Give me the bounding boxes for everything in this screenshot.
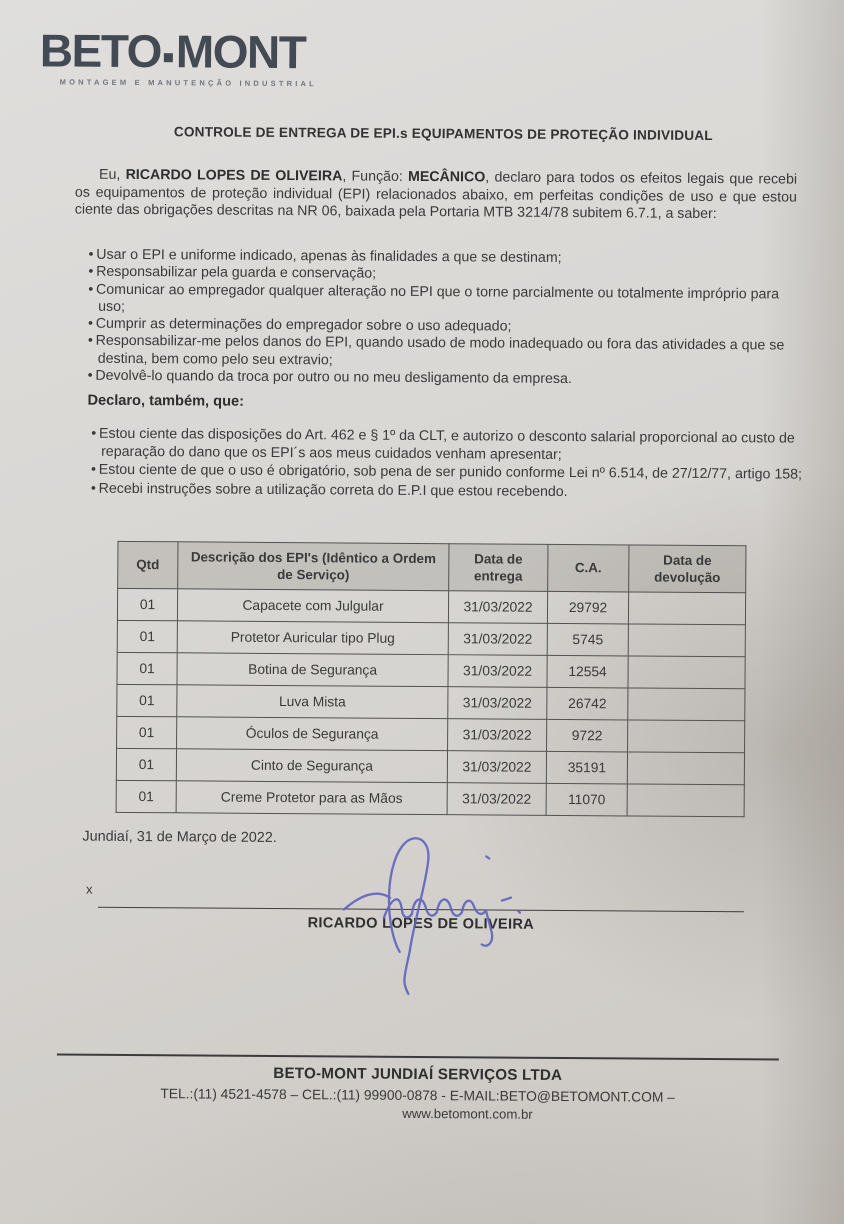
cell-ca: 29792 (547, 591, 628, 624)
logo-text-right: MONT (175, 25, 306, 79)
intro-paragraph (75, 167, 797, 225)
table-row (117, 716, 745, 752)
cell-qtd: 01 (116, 748, 176, 780)
cell-descricao: Óculos de Segurança (177, 717, 448, 751)
cell-ca: 5745 (547, 623, 628, 656)
logo-wordmark (39, 24, 318, 79)
footer-website: www.betomont.com.br (402, 1105, 533, 1122)
table-row (117, 588, 745, 624)
declaration-item: • Recebi instruções sobre a utilização correta do E.P.I que estou recebendo. (91, 480, 807, 503)
funcao-value: MECÂNICO (407, 168, 486, 186)
company-logo (39, 24, 318, 89)
cell-qtd: 01 (117, 620, 177, 652)
signatory-name: RICARDO LOPES DE OLIVEIRA (307, 915, 535, 933)
cell-data-devolucao (628, 592, 745, 625)
funcao-label: , Função: (342, 168, 409, 185)
table-row (116, 748, 744, 784)
cell-descricao: Creme Protetor para as Mãos (176, 781, 447, 815)
obligation-item: • Comunicar ao empregador qualquer alteração no EPI que o torne parcialmente ou totalmente impróprio para uso; (88, 281, 802, 321)
cell-descricao: Capacete com Julgular (177, 589, 448, 623)
signature-x-mark: x (86, 881, 93, 897)
cell-data-entrega: 31/03/2022 (448, 655, 547, 688)
date-line: Jundiaí, 31 de Março de 2022. (82, 828, 277, 846)
obligation-item: • Responsabilizar-me pelos danos do EPI, quando usado de modo inadequado ou fora das atividades a que se destina, bem como pelo seu extravio; (88, 333, 802, 373)
cell-ca: 26742 (547, 687, 628, 720)
employee-name: RICARDO LOPES DE OLIVEIRA (125, 166, 343, 185)
table-row (117, 684, 745, 720)
logo-text-left: BETO (39, 24, 162, 78)
cell-descricao: Cinto de Segurança (176, 749, 447, 783)
obligation-item: • Responsabilizar pela guarda e conservação; (88, 264, 802, 286)
cell-data-entrega: 31/03/2022 (448, 623, 547, 656)
cell-data-devolucao (628, 624, 745, 657)
logo-tagline: MONTAGEM E MANUTENÇÃO INDUSTRIAL (59, 77, 317, 89)
cell-data-entrega: 31/03/2022 (448, 591, 547, 624)
cell-descricao: Botina de Segurança (177, 653, 448, 687)
cell-ca: 35191 (546, 751, 627, 784)
footer-contact-line: TEL.:(11) 4521-4578 – CEL.:(11) 99900-0878 - E-MAIL:BETO@BETOMONT.COM – (160, 1086, 675, 1105)
handwritten-signature (333, 833, 544, 998)
cell-data-entrega: 31/03/2022 (448, 687, 547, 720)
cell-data-entrega: 31/03/2022 (448, 719, 547, 752)
cell-qtd: 01 (117, 652, 177, 684)
table-row (117, 652, 745, 688)
obligations-list (88, 247, 803, 390)
cell-qtd: 01 (116, 780, 176, 812)
column-header-ca: C.A. (548, 544, 629, 592)
intro-rest: , declaro para todos os efeitos legais que recebi os equipamentos de proteção individual (EPI) relacionados abaixo, em perfeitas condições de uso e que estou ciente das obrigações descritas na NR 06, baixada pela Portaria MTB 3214/78 subitem 6.7.1, a saber: (74, 169, 798, 223)
cell-qtd: 01 (117, 716, 177, 748)
table-row (117, 620, 745, 656)
declaration-item: • Estou ciente de que o uso é obrigatório, sob pena de ser punido conforme Lei nº 6.514, de 27/12/77, artigo 158; (91, 462, 807, 485)
cell-qtd: 01 (117, 588, 177, 620)
declarations-heading: Declaro, também, que: (87, 392, 245, 410)
intro-prefix: Eu, (98, 166, 126, 183)
cell-ca: 12554 (547, 655, 628, 688)
footer-divider (57, 1053, 779, 1060)
cell-ca: 11070 (546, 783, 627, 816)
cell-ca: 9722 (547, 719, 628, 752)
cell-data-entrega: 31/03/2022 (447, 751, 546, 784)
obligation-item: • Cumprir as determinações do empregador sobre o uso adequado; (88, 316, 802, 338)
column-header-descricao: Descrição dos EPI's (Idêntico a Ordem de Serviço) (178, 542, 449, 591)
cell-data-devolucao (628, 688, 745, 721)
table-row (116, 780, 744, 816)
column-header-data-entrega: Data de entrega (449, 544, 548, 592)
cell-data-devolucao (627, 752, 744, 785)
footer-company-name: BETO-MONT JUNDIAÍ SERVIÇOS LTDA (273, 1064, 563, 1084)
cell-qtd: 01 (117, 684, 177, 716)
cell-data-devolucao (628, 720, 745, 753)
obligation-item: • Usar o EPI e uniforme indicado, apenas às finalidades a que se destinam; (88, 247, 802, 269)
declaration-item: • Estou ciente das disposições do Art. 462 e § 1º da CLT, e autorizo o desconto salarial proporcional ao custo de reparação do dano que os EPI´s aos meus cuidados venham apresentar; (91, 426, 807, 466)
epi-table-header (118, 541, 746, 592)
cell-data-entrega: 31/03/2022 (447, 783, 546, 816)
declarations-list (91, 426, 807, 504)
cell-data-devolucao (628, 656, 745, 689)
cell-descricao: Luva Mista (177, 685, 448, 719)
column-header-qtd: Qtd (118, 541, 178, 588)
epi-table (116, 541, 747, 817)
obligation-item: • Devolvê-lo quando da troca por outro ou no meu desligamento da empresa. (88, 368, 802, 390)
document-title: CONTROLE DE ENTREGA DE EPI.s EQUIPAMENTOS DE PROTEÇÃO INDIVIDUAL (173, 124, 713, 144)
cell-data-devolucao (627, 784, 744, 817)
logo-dot-icon (164, 53, 173, 62)
column-header-data-devolucao: Data de devolução (629, 545, 746, 593)
cell-descricao: Protetor Auricular tipo Plug (177, 621, 448, 655)
